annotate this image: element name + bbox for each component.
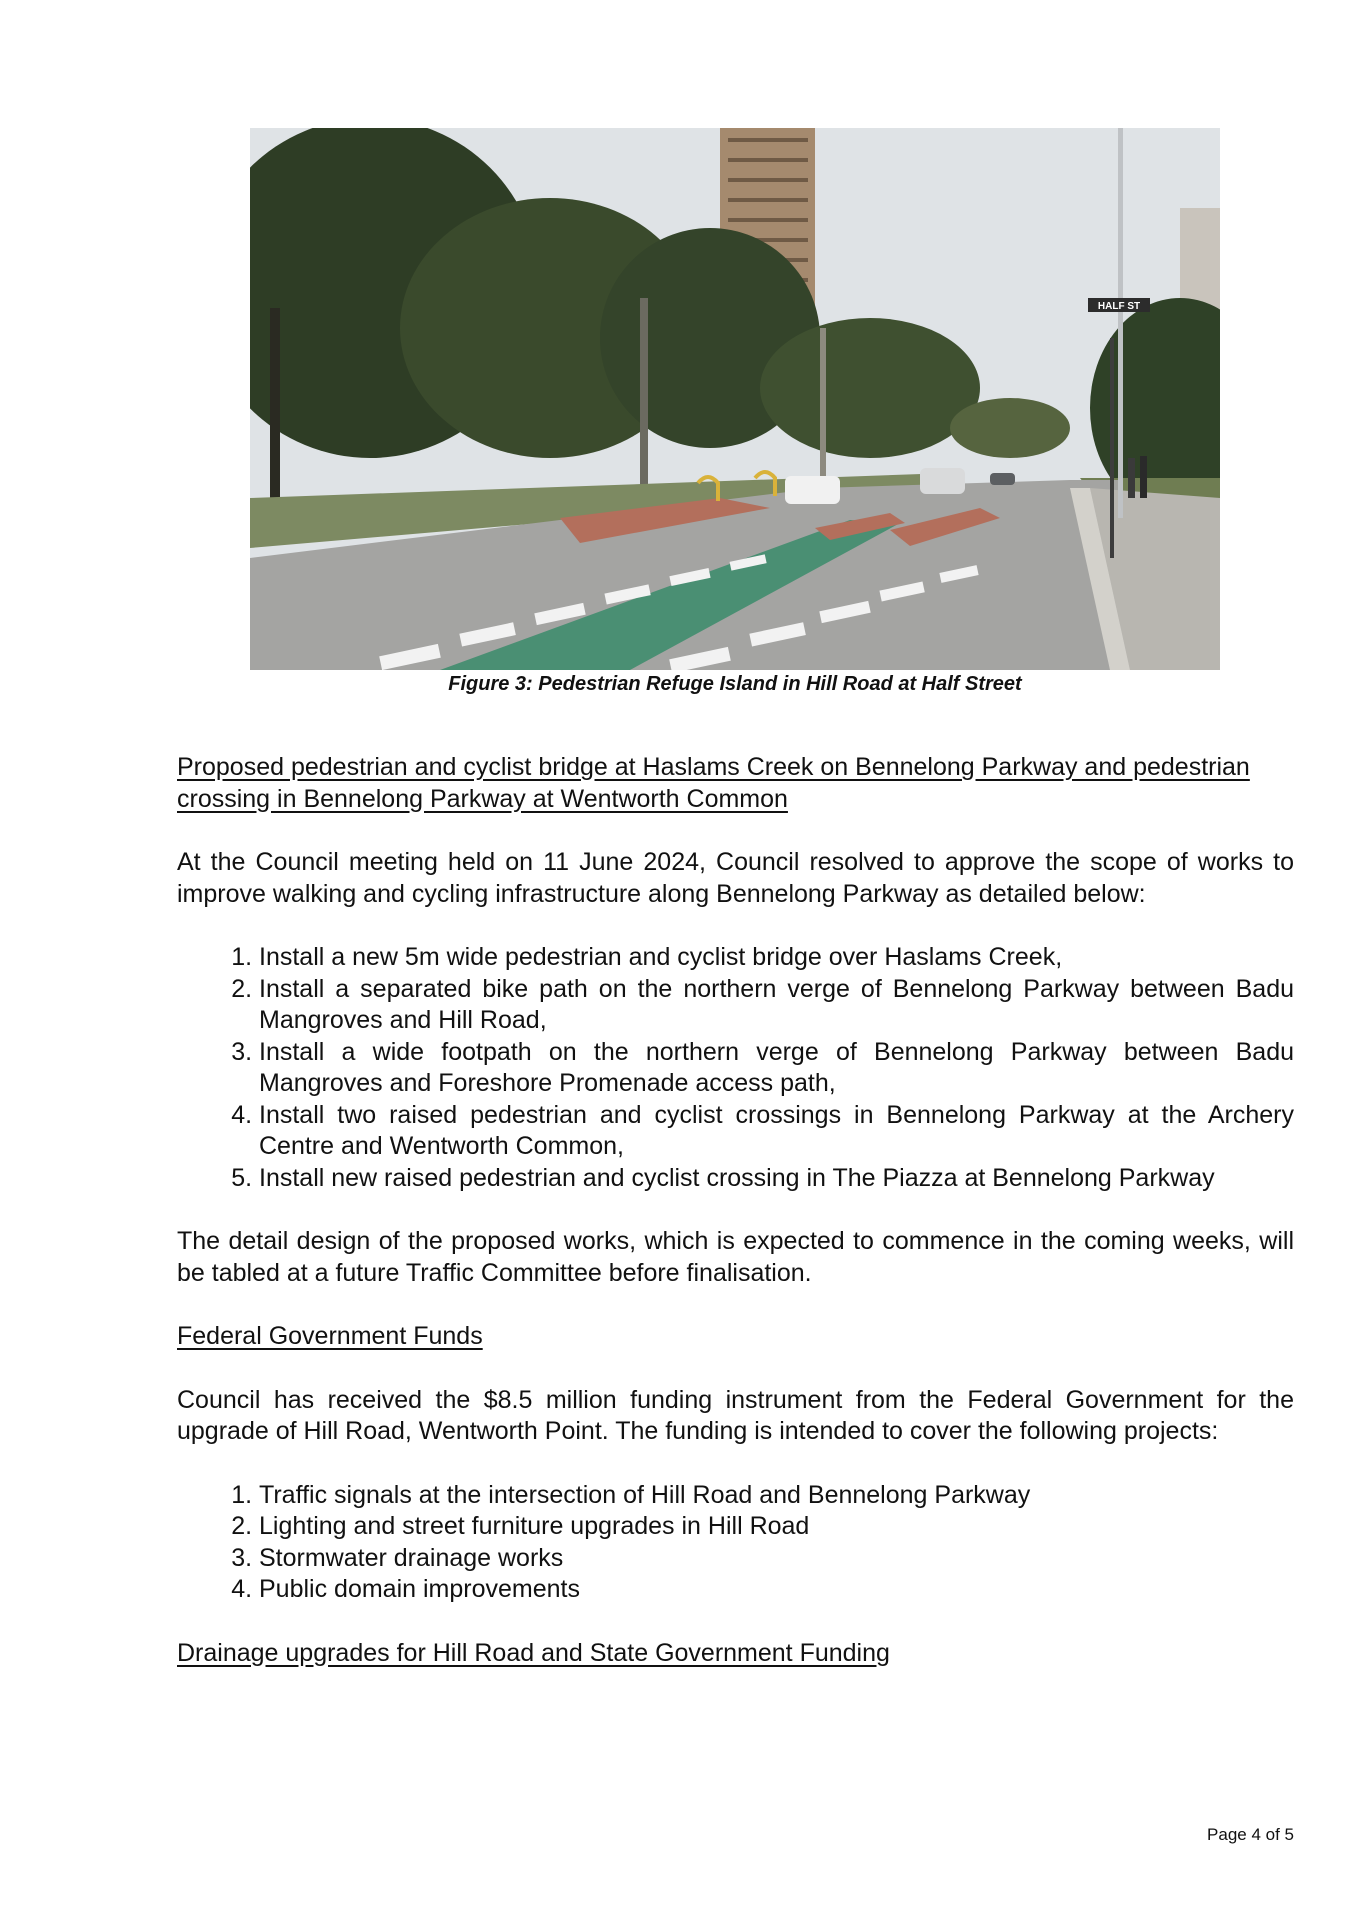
page-number: Page 4 of 5	[1207, 1825, 1294, 1844]
list-item: 2. Install a separated bike path on the northern verge of Bennelong Parkway between Badu Mangroves and Hill Road,	[259, 974, 1294, 1037]
street-sign-text: HALF ST	[1097, 301, 1141, 312]
paragraph-council-resolution: At the Council meeting held on 11 June 2024, Council resolved to approve the scope of works to improve walking and cycling infrastructure along Bennelong Parkway as detailed below:	[177, 848, 1294, 908]
list-item: 4. Install two raised pedestrian and cyclist crossings in Bennelong Parkway at the Archery Centre and Wentworth Common,	[259, 1100, 1294, 1163]
paragraph-detail-design: The detail design of the proposed works, which is expected to commence in the coming weeks, will be tabled at a future Traffic Committee before finalisation.	[177, 1227, 1294, 1287]
section-heading-bridge: Proposed pedestrian and cyclist bridge at Haslams Creek on Bennelong Parkway and pedestrian crossing in Bennelong Parkway at Wentworth Common	[177, 753, 1250, 813]
list-item: 3. Install a wide footpath on the northern verge of Bennelong Parkway between Badu Mangroves and Foreshore Promenade access path,	[259, 1037, 1294, 1100]
list-item: 4. Public domain improvements	[259, 1574, 1294, 1606]
list-item: 3. Stormwater drainage works	[259, 1543, 1294, 1575]
section-heading-federal-funds: Federal Government Funds	[177, 1322, 483, 1350]
list-item: 2. Lighting and street furniture upgrades in Hill Road	[259, 1511, 1294, 1543]
figure-caption: Figure 3: Pedestrian Refuge Island in Hill Road at Half Street	[448, 673, 1022, 695]
list-item: 5. Install new raised pedestrian and cyclist crossing in The Piazza at Bennelong Parkway	[259, 1163, 1294, 1195]
figure-photo	[250, 128, 1220, 670]
projects-list	[177, 1480, 1294, 1606]
document-body	[177, 752, 1294, 1669]
paragraph-funding: Council has received the $8.5 million funding instrument from the Federal Government for the upgrade of Hill Road, Wentworth Point. The funding is intended to cover the following projects:	[177, 1385, 1294, 1445]
list-item: 1. Traffic signals at the intersection of Hill Road and Bennelong Parkway	[259, 1480, 1294, 1512]
list-item: 1. Install a new 5m wide pedestrian and cyclist bridge over Haslams Creek,	[259, 942, 1294, 974]
works-list	[177, 942, 1294, 1194]
section-heading-drainage: Drainage upgrades for Hill Road and State Government Funding	[177, 1638, 890, 1667]
street-photo-illustration	[250, 128, 1220, 670]
